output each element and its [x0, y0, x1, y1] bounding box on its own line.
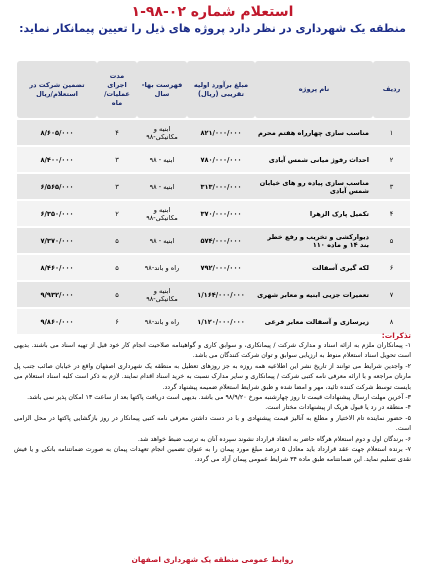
guarantee-amount: ۶/۳۵۰/۰۰۰ — [17, 201, 97, 226]
price-list: راه و باند-۹۸ — [137, 309, 187, 334]
duration-months: ۵ — [97, 282, 137, 307]
project-name: لکه گیری آسفالت — [255, 255, 373, 280]
row-number: ۶ — [373, 255, 410, 280]
estimate-amount: ۷۸۰/۰۰۰/۰۰۰ — [187, 147, 255, 172]
table-row — [17, 282, 410, 307]
table-row — [17, 174, 410, 199]
guarantee-amount: ۹/۹۳۲/۰۰۰ — [17, 282, 97, 307]
row-number: ۸ — [373, 309, 410, 334]
project-name: مناسب سازی چهارراه هفتم محرم — [255, 120, 373, 145]
notes-section — [14, 330, 411, 466]
table-row — [17, 120, 410, 145]
price-list: ابنیه - ۹۸ — [137, 147, 187, 172]
column-header-project-name: نام پروژه — [255, 61, 373, 118]
note-item: ۶- برندگان اول و دوم استعلام هرگاه حاضر به انعقاد قرارداد نشوند سپرده آنان به ترتیب ضبط خواهد شد. — [137, 435, 411, 443]
column-header-guarantee: تضمین شرکت در استعلام/ریال — [17, 61, 97, 118]
column-header-row-number: ردیف — [373, 61, 410, 118]
announcement-title: استعلام شماره ۰۲-۹۸-۱ — [131, 4, 294, 20]
row-number: ۳ — [373, 174, 410, 199]
table-header-row — [17, 61, 410, 118]
price-list: ابنیه و مکانیکی-۹۸ — [137, 120, 187, 145]
duration-months: ۴ — [97, 120, 137, 145]
row-number: ۲ — [373, 147, 410, 172]
project-name: دیوارکشی و تخریب و رفع خطر بند ۱۴ و ماده ۱۱۰ — [255, 228, 373, 253]
estimate-amount: ۱/۱۲۰/۰۰۰/۰۰۰ — [187, 309, 255, 334]
project-name: تعمیرات جزیی ابنیه و معابر شهری — [255, 282, 373, 307]
guarantee-amount: ۶/۵۶۵/۰۰۰ — [17, 174, 97, 199]
note-item: ۴- منطقه در رد یا قبول هریک از پیشنهادات مختار است. — [265, 404, 411, 412]
footer-signature: روابط عمومی منطقه یک شهرداری اصفهان — [131, 555, 294, 564]
duration-months: ۲ — [97, 201, 137, 226]
estimate-amount: ۸۲۱/۰۰۰/۰۰۰ — [187, 120, 255, 145]
duration-months: ۵ — [97, 228, 137, 253]
project-name: مناسب سازی پیاده رو های خیابان شمس آبادی — [255, 174, 373, 199]
table-row — [17, 201, 410, 226]
table-row — [17, 147, 410, 172]
row-number: ۱ — [373, 120, 410, 145]
guarantee-amount: ۷/۳۷۰/۰۰۰ — [17, 228, 97, 253]
project-name: زیرسازی و آسفالت معابر فرعی — [255, 309, 373, 334]
duration-months: ۳ — [97, 147, 137, 172]
price-list: راه و باند-۹۸ — [137, 255, 187, 280]
duration-months: ۳ — [97, 174, 137, 199]
table-row — [17, 228, 410, 253]
note-item: ۵- حضور نماینده تام الاختیار و مطلع به آنالیز قیمت پیشنهادی و با در دست داشتن معرفی نامه کتبی پیمانکار در روز بازگشایی پاکتها در محل الزامی است. — [14, 414, 411, 433]
estimate-amount: ۱/۱۶۴/۰۰۰/۰۰۰ — [187, 282, 255, 307]
guarantee-amount: ۸/۴۰۰/۰۰۰ — [17, 147, 97, 172]
estimate-amount: ۳۱۳/۰۰۰/۰۰۰ — [187, 174, 255, 199]
column-header-estimate: مبلغ برآورد اولیه تقریبی (ریال) — [187, 61, 255, 118]
projects-table — [17, 59, 410, 336]
guarantee-amount: ۸/۴۶۰/۰۰۰ — [17, 255, 97, 280]
guarantee-amount: ۹/۸۶۰/۰۰۰ — [17, 309, 97, 334]
price-list: ابنیه و مکانیکی-۹۸ — [137, 282, 187, 307]
duration-months: ۵ — [97, 255, 137, 280]
notes-title: تذکرات: — [381, 331, 411, 340]
estimate-amount: ۵۷۴/۰۰۰/۰۰۰ — [187, 228, 255, 253]
column-header-duration: مدت اجرای عملیات/ماه — [97, 61, 137, 118]
note-item: ۱- پیمانکاران ملزم به ارائه اسناد و مدارک شرکت / پیمانکاری، و سوابق کاری و گواهینامه صلاحیت انجام کار خود قبل از تهیه اسناد می باشند. بدیهی است تحویل اسناد استعلام منوط به ارزیابی سوابق و توان شرکت کنندگان می باشد. — [14, 342, 411, 360]
estimate-amount: ۷۹۲/۰۰۰/۰۰۰ — [187, 255, 255, 280]
estimate-amount: ۳۷۰/۰۰۰/۰۰۰ — [187, 201, 255, 226]
price-list: ابنیه - ۹۸ — [137, 174, 187, 199]
note-item: ۷- برنده استعلام جهت عقد قرارداد باید معادل ۵ درصد مبلغ مورد پیمان را به عنوان تضمین انجام تعهدات پیمان به صورت ضمانتنامه بانکی و یا فیش نقدی تسلیم نماید. این ضمانتنامه طبق ماده ۳۴ شرایط عمومی پیمان آزاد می گردد. — [14, 446, 411, 464]
column-header-price-list: فهرست بها-سال — [137, 61, 187, 118]
note-item: ۲- واجدین شرایط می توانند از تاریخ نشر این اطلاعیه همه روزه به جز روزهای تعطیل به منطقه یک شهرداری اصفهان واقع در خیابان صائب جنب پل مارنان مراجعه و با ارائه معرفی نامه کتبی شرکت / پیمانکاری و سایر مدارک نسبت به خرید اسناد اقدام نمایند. لازم به ذکر است کلیه اسناد استعلام می بایست توسط شرکت کننده تائید، مهر و امضا شده و طبق شرایط استعلام ضمیمه پیشنهاد گردد. — [14, 362, 411, 391]
table-row — [17, 255, 410, 280]
row-number: ۵ — [373, 228, 410, 253]
price-list: ابنیه - ۹۸ — [137, 228, 187, 253]
project-name: احداث رفوژ میانی شمس آبادی — [255, 147, 373, 172]
row-number: ۷ — [373, 282, 410, 307]
price-list: ابنیه و مکانیکی-۹۸ — [137, 201, 187, 226]
note-item: ۳- آخرین مهلت ارسال پیشنهادات قیمت تا روز چهارشنبه مورخ ۹۸/۹/۲۰ می باشد. بدیهی است دریافت پاکتها بعد از ساعت ۱۳ امکان پذیر نمی باشد. — [27, 394, 411, 402]
announcement-subtitle: منطقه یک شهرداری در نظر دارد پروژه های ذیل را تعیین پیمانکار نماید: — [19, 22, 406, 35]
duration-months: ۶ — [97, 309, 137, 334]
guarantee-amount: ۸/۶۰۵/۰۰۰ — [17, 120, 97, 145]
row-number: ۴ — [373, 201, 410, 226]
project-name: تکمیل پارک الزهرا — [255, 201, 373, 226]
